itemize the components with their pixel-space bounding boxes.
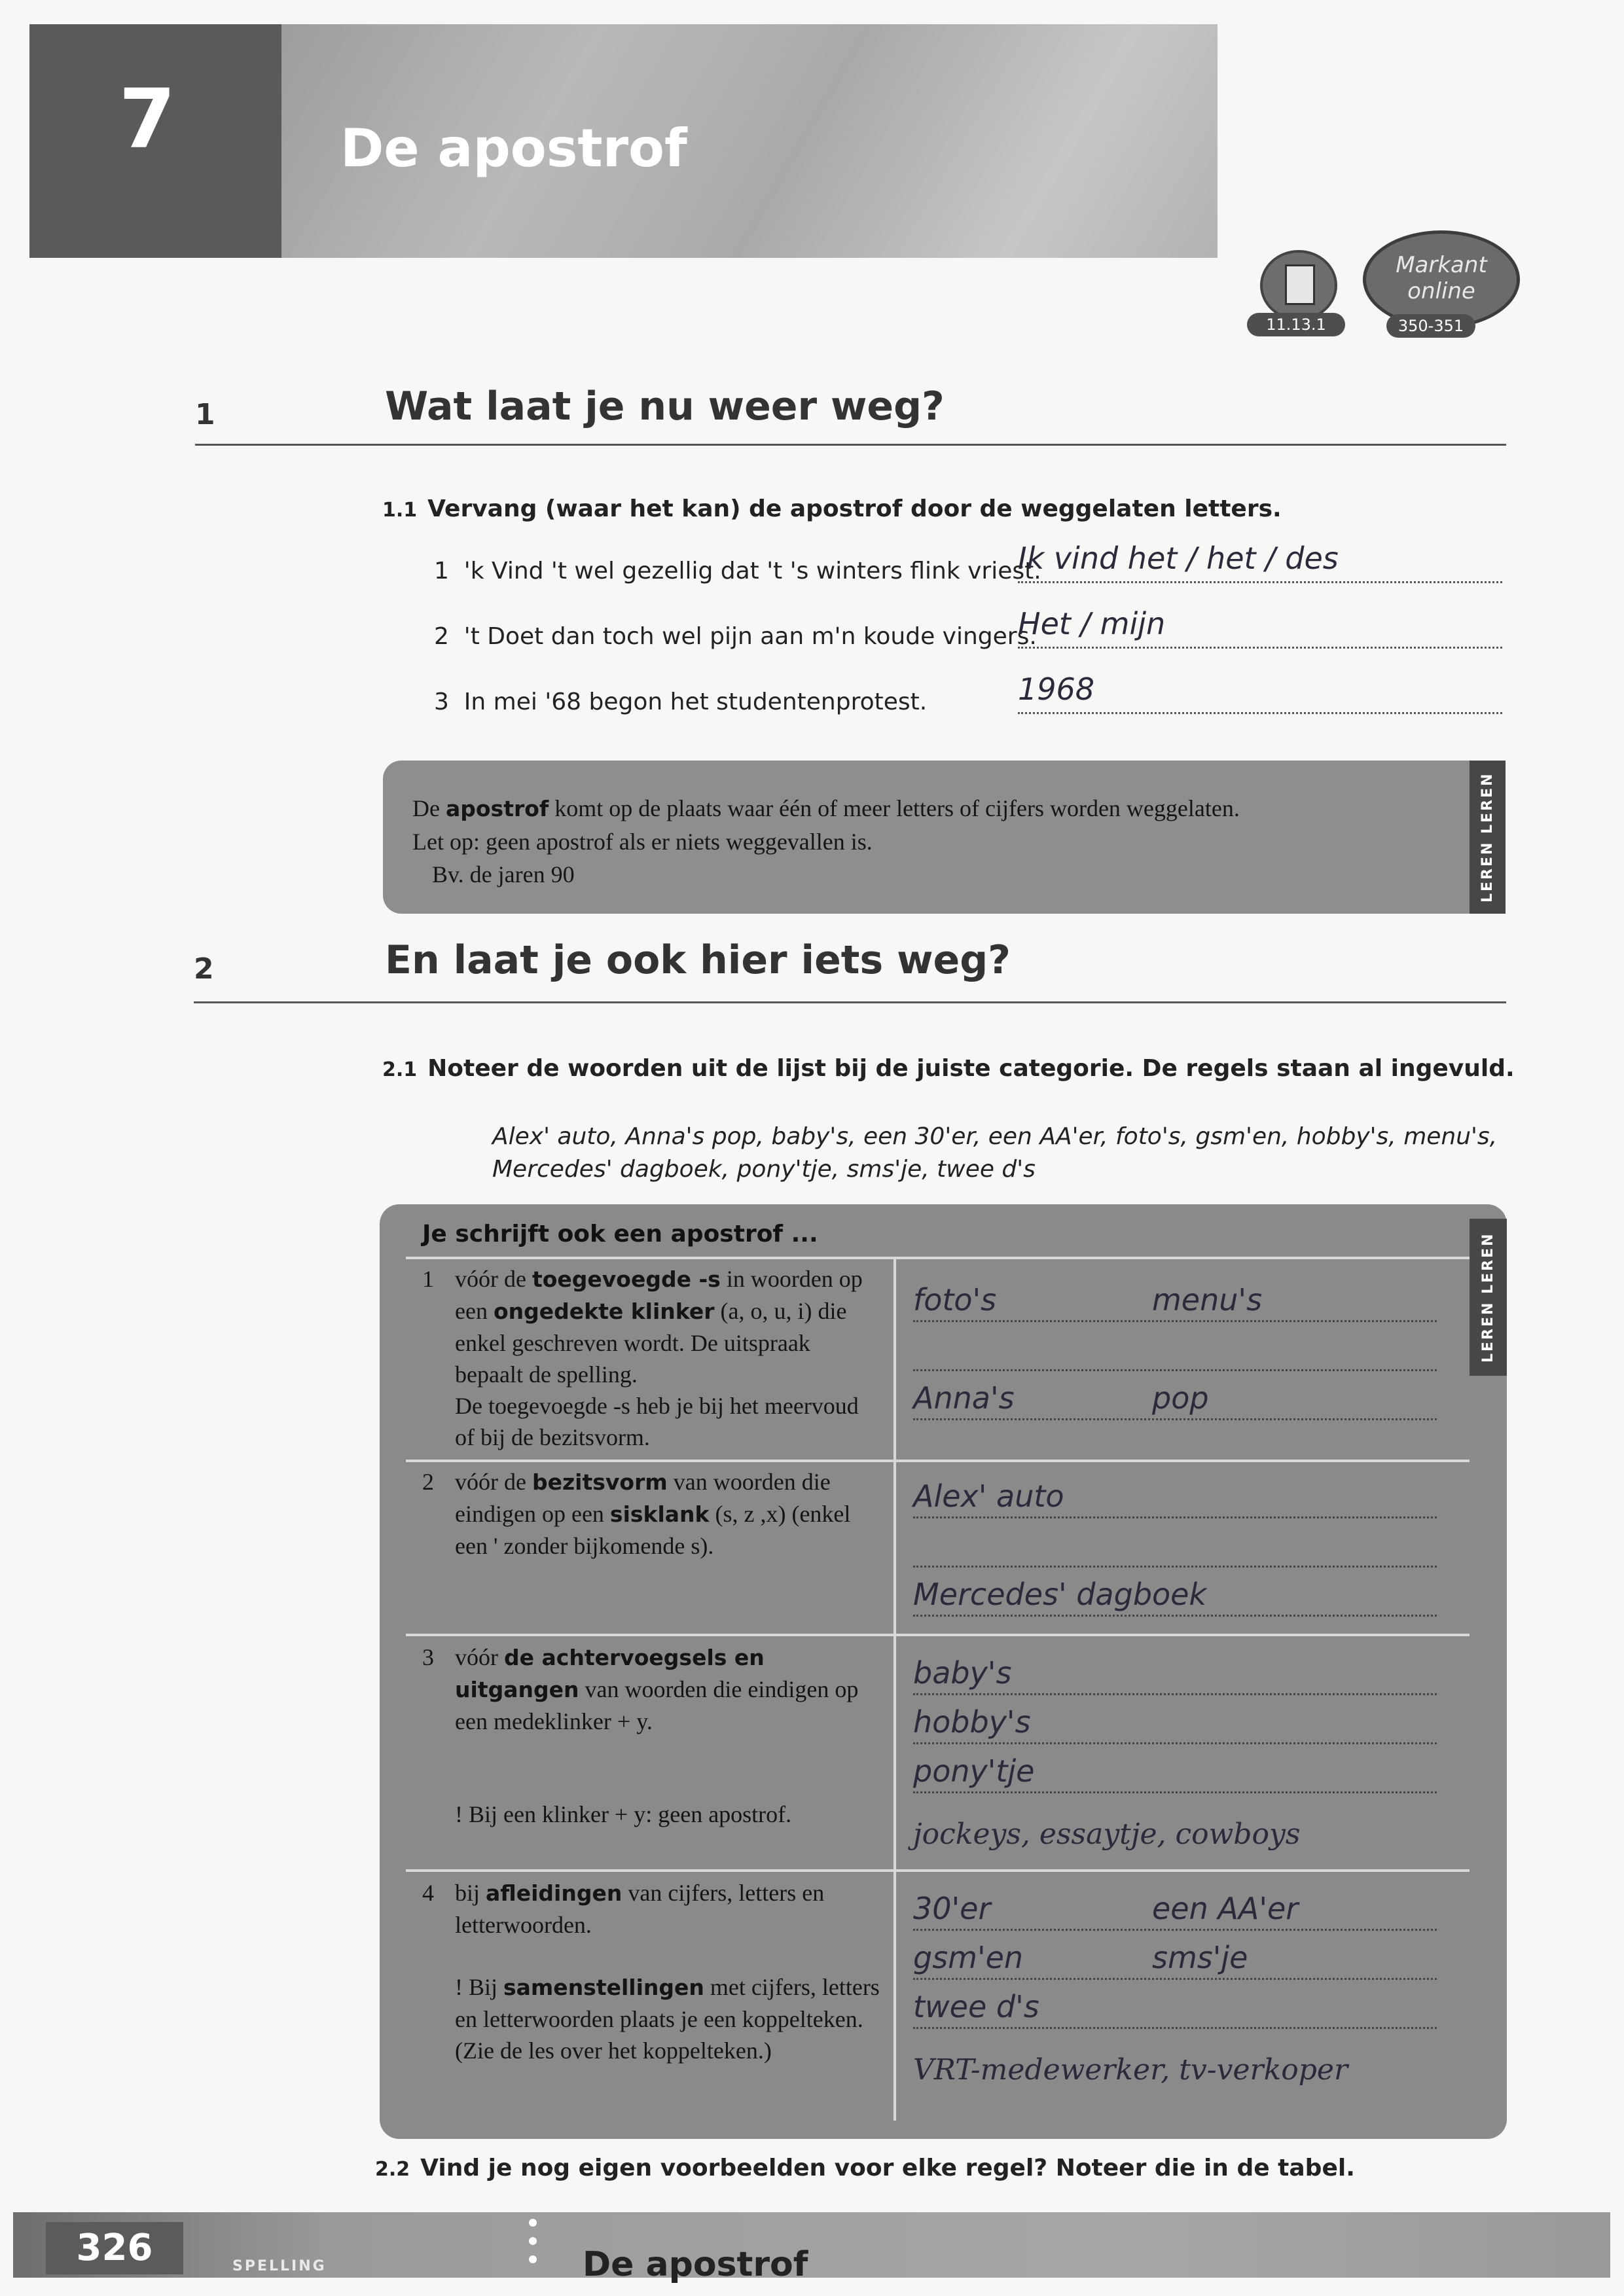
exercise-item-2 — [434, 623, 1037, 650]
info-rest: komt op de plaats waar één of meer letters of cijfers worden weggelaten. — [549, 795, 1240, 821]
table-column-divider — [893, 1257, 896, 2121]
task-number: 1.1 — [382, 499, 418, 522]
info-line-2: Let op: geen apostrof als er niets weggevallen is. — [412, 829, 873, 855]
rule-text: bij — [455, 1880, 486, 1906]
answer-cell-row2-line3[interactable] — [913, 1574, 1437, 1617]
chapter-title: De apostrof — [340, 118, 687, 179]
answer-word: twee d's — [913, 1989, 1039, 2024]
info-line-1 — [412, 792, 1434, 825]
answer-text: 1968 — [1018, 672, 1095, 707]
footer-title: De apostrof — [583, 2245, 808, 2284]
answer-word: menu's — [1152, 1282, 1263, 1318]
answer-cell-row1-line2[interactable] — [913, 1329, 1437, 1371]
answer-word: Mercedes' dagboek — [913, 1577, 1207, 1612]
rule-number: 2 — [422, 1469, 434, 1495]
answer-word: pony'tje — [913, 1753, 1035, 1789]
task-number: 2.2 — [375, 2158, 410, 2181]
exercise-item-1 — [434, 558, 1041, 584]
rule-keyword: samenstellingen — [503, 1975, 704, 2000]
rule-keyword: de achtervoegsels en uitgangen — [455, 1645, 765, 1702]
rule-keyword: toegevoegde -s — [532, 1266, 721, 1292]
rule-text: vóór de — [455, 1469, 532, 1495]
answer-word: Anna's — [913, 1380, 1015, 1416]
rule-text: met cijfers, letters en letterwoorden plaats je een koppelteken. (Zie de les over het koppelteken.) — [455, 1974, 880, 2064]
rule-text: ! Bij — [455, 1974, 504, 2000]
row-4-note — [455, 1971, 880, 2066]
answer-text: Het / mijn — [1018, 606, 1166, 641]
rule-text: vóór — [455, 1644, 504, 1670]
task-number: 2.1 — [382, 1058, 418, 1081]
answer-word: foto's — [913, 1282, 997, 1318]
table-divider — [406, 1257, 1470, 1259]
item-sentence: 'k Vind 't wel gezellig dat 't 's winters flink vriest. — [463, 558, 1041, 584]
section2-number: 2 — [194, 952, 214, 986]
answer-cell-row2-line1[interactable] — [913, 1476, 1437, 1518]
section1-title: Wat laat je nu weer weg? — [385, 384, 945, 429]
answer-word: 30'er — [913, 1891, 991, 1926]
answer-word: pop — [1152, 1380, 1209, 1416]
task-1-1-instruction — [382, 495, 1282, 522]
info-box-text — [412, 792, 1434, 891]
row-3-note: ! Bij een klinker + y: geen apostrof. — [455, 1801, 792, 1827]
rule-keyword: afleidingen — [486, 1880, 623, 1906]
task-2-1-instruction — [382, 1055, 1515, 1082]
page-number: 326 — [46, 2222, 183, 2274]
task-text: Noteer de woorden uit de lijst bij de juiste categorie. De regels staan al ingevuld. — [427, 1055, 1515, 1082]
section1-rule — [195, 444, 1506, 446]
answer-cell-row4-line3[interactable] — [913, 1986, 1437, 2029]
book-reference-badge: 11.13.1 — [1247, 313, 1345, 336]
rule-text: (s, z ,x) (enkel een ' zonder bijkomende s). — [455, 1501, 851, 1559]
online-reference-badge: 350-351 — [1386, 314, 1475, 338]
rule-text: van woorden die eindigen op een medeklinker + y. — [455, 1676, 859, 1734]
section1-number: 1 — [195, 398, 215, 431]
answer-cell-row1-line3[interactable] — [913, 1378, 1437, 1420]
task-2-2-instruction — [375, 2155, 1355, 2181]
word-list: Alex' auto, Anna's pop, baby's, een 30'er, een AA'er, foto's, gsm'en, hobby's, menu's, Mercedes' dagboek, pony'tje, sms'je, twee d's — [492, 1123, 1498, 1183]
online-badge-line1: Markant — [1396, 252, 1487, 278]
table-divider — [406, 1869, 1470, 1872]
item-sentence: In mei '68 begon het studentenprotest. — [463, 689, 928, 715]
answer-text: Ik vind het / het / des — [1018, 541, 1339, 576]
answer-cell-row3-line1[interactable] — [913, 1653, 1437, 1695]
table-heading: Je schrijft ook een apostrof ... — [422, 1221, 818, 1247]
rule-number: 3 — [422, 1644, 434, 1670]
leren-leren-tab: LEREN LEREN — [1470, 761, 1506, 914]
answer-word: hobby's — [913, 1704, 1031, 1740]
answer-field-3[interactable] — [1018, 672, 1502, 714]
rule-text: in woorden op een — [455, 1266, 863, 1324]
table-row-4-rule — [422, 1877, 880, 1941]
rule-text: van cijfers, letters en letterwoorden. — [455, 1880, 825, 1938]
table-row-2-rule — [422, 1466, 880, 1562]
answer-word: Alex' auto — [913, 1479, 1064, 1514]
info-prefix: De — [412, 795, 446, 821]
answer-cell-row1-line1[interactable] — [913, 1280, 1437, 1322]
answer-word: baby's — [913, 1655, 1012, 1691]
footer-dots-divider — [529, 2219, 537, 2274]
footer-section-label: SPELLING — [232, 2258, 327, 2274]
table-row-3-rule — [422, 1641, 880, 1737]
leren-leren-tab: LEREN LEREN — [1470, 1219, 1507, 1376]
item-number: 2 — [434, 623, 449, 650]
own-example-row4[interactable] — [913, 2049, 1437, 2089]
own-example-text: jockeys, essaytje, cowboys — [913, 1818, 1301, 1851]
answer-word: sms'je — [1152, 1940, 1248, 1975]
answer-cell-row3-line2[interactable] — [913, 1702, 1437, 1744]
exercise-item-3 — [434, 689, 927, 715]
answer-word: gsm'en — [913, 1940, 1024, 1975]
book-icon — [1260, 250, 1337, 321]
rule-keyword: bezitsvorm — [532, 1469, 668, 1495]
rule-number: 4 — [422, 1880, 434, 1906]
table-divider — [406, 1634, 1470, 1636]
item-sentence: 't Doet dan toch wel pijn aan m'n koude vingers. — [463, 623, 1037, 650]
item-number: 3 — [434, 689, 449, 715]
chapter-number: 7 — [118, 72, 176, 167]
rule-number: 1 — [422, 1266, 434, 1292]
info-bold-term: apostrof — [445, 796, 549, 821]
answer-cell-row4-line2[interactable] — [913, 1937, 1437, 1980]
answer-cell-row2-line2[interactable] — [913, 1525, 1437, 1568]
online-badge-line2: online — [1407, 278, 1475, 304]
section2-rule — [194, 1001, 1506, 1003]
task-text: Vervang (waar het kan) de apostrof door de weggelaten letters. — [427, 495, 1282, 522]
own-example-text: VRT-medewerker, tv-verkoper — [913, 2053, 1348, 2087]
info-line-3: Bv. de jaren 90 — [432, 861, 575, 888]
table-divider — [406, 1460, 1470, 1462]
rule-text: vóór de — [455, 1266, 532, 1292]
rule-text: van woorden die eindigen op een — [455, 1469, 831, 1527]
rule-note: De toegevoegde -s heb je bij het meervoud of bij de bezitsvorm. — [455, 1393, 859, 1450]
section2-title: En laat je ook hier iets weg? — [385, 937, 1011, 983]
own-example-row3[interactable] — [913, 1813, 1437, 1854]
answer-word: een AA'er — [1152, 1891, 1299, 1926]
rule-text: (a, o, u, i) die enkel geschreven wordt. De uitspraak bepaalt de spelling. — [455, 1298, 847, 1388]
item-number: 1 — [434, 558, 449, 584]
rule-keyword: ongedekte klinker — [493, 1299, 715, 1324]
answer-cell-row3-line3[interactable] — [913, 1751, 1437, 1793]
answer-cell-row4-line1[interactable] — [913, 1888, 1437, 1931]
task-text: Vind je nog eigen voorbeelden voor elke regel? Noteer die in de tabel. — [420, 2155, 1355, 2181]
rule-keyword: sisklank — [609, 1501, 710, 1527]
table-row-1-rule — [422, 1263, 880, 1453]
answer-field-1[interactable] — [1018, 541, 1502, 583]
answer-field-2[interactable] — [1018, 606, 1502, 649]
